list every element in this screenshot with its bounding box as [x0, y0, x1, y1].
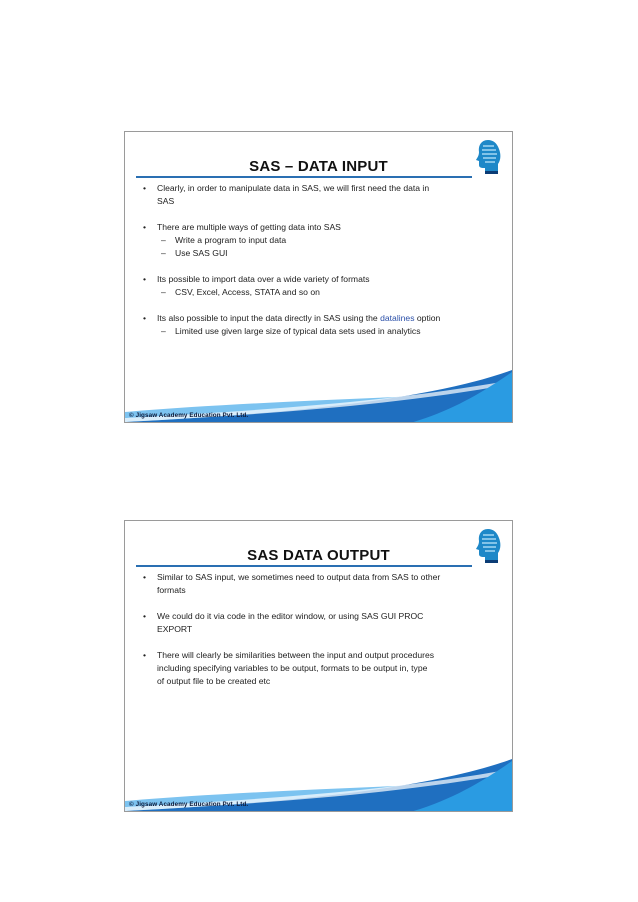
bullet-spacer — [139, 260, 490, 273]
sub-bullet-item — [139, 247, 490, 260]
sub-bullet-item — [139, 325, 490, 338]
bullet-spacer — [139, 597, 490, 610]
bullet-text: including specifying variables to be output, formats to be output in, type — [157, 663, 428, 673]
bullet-spacer — [139, 636, 490, 649]
footer-copyright: © Jigsaw Academy Education Pvt. Ltd. — [129, 412, 249, 419]
title-divider — [136, 176, 472, 178]
bullet-item — [139, 273, 490, 286]
slide-title: SAS DATA OUTPUT — [247, 547, 390, 564]
dash-marker: – — [161, 326, 166, 336]
dash-marker: – — [161, 248, 166, 258]
slide-2 — [124, 520, 513, 812]
bullet-item — [139, 195, 490, 208]
highlighted-keyword: datalines — [380, 313, 415, 323]
bullet-text: Clearly, in order to manipulate data in SAS, we will first need the data in — [157, 183, 430, 193]
bullet-list — [139, 182, 490, 338]
bullet-text: We could do it via code in the editor window, or using SAS GUI PROC — [157, 611, 424, 621]
footer-copyright: © Jigsaw Academy Education Pvt. Ltd. — [129, 801, 249, 808]
bullet-item — [139, 182, 490, 195]
bullet-text: CSV, Excel, Access, STATA and so on — [175, 287, 320, 297]
bullet-text: There are multiple ways of getting data into SAS — [157, 222, 341, 232]
bullet-item — [139, 584, 490, 597]
bullet-marker: • — [143, 183, 147, 193]
bullet-item — [139, 675, 490, 688]
bullet-text: Similar to SAS input, we sometimes need to output data from SAS to other — [157, 572, 441, 582]
bullet-marker: • — [143, 650, 147, 660]
bullet-text: Its possible to import data over a wide variety of formats — [157, 274, 370, 284]
bullet-item — [139, 623, 490, 636]
bullet-text: EXPORT — [157, 624, 193, 634]
bullet-text: of output file to be created etc — [157, 676, 271, 686]
sub-bullet-item — [139, 286, 490, 299]
bullet-text: formats — [157, 585, 186, 595]
bullet-item — [139, 312, 490, 325]
slide-title: SAS – DATA INPUT — [249, 158, 388, 175]
bullet-text: SAS — [157, 196, 175, 206]
bullet-marker: • — [143, 611, 147, 621]
bullet-item — [139, 610, 490, 623]
bullet-marker: • — [143, 222, 147, 232]
bullet-text: Limited use given large size of typical data sets used in analytics — [175, 326, 421, 336]
dash-marker: – — [161, 287, 166, 297]
slide-1 — [124, 131, 513, 423]
sub-bullet-item — [139, 234, 490, 247]
bullet-text: There will clearly be similarities between the input and output procedures — [157, 650, 435, 660]
dash-marker: – — [161, 235, 166, 245]
bullet-text: Its also possible to input the data directly in SAS using the — [157, 313, 381, 323]
bullet-marker: • — [143, 274, 147, 284]
bullet-marker: • — [143, 313, 147, 323]
bullet-spacer — [139, 299, 490, 312]
bullet-list — [139, 571, 490, 688]
bullet-item — [139, 649, 490, 662]
title-divider — [136, 565, 472, 567]
bullet-marker: • — [143, 572, 147, 582]
bullet-item — [139, 221, 490, 234]
bullet-spacer — [139, 208, 490, 221]
bullet-item — [139, 571, 490, 584]
bullet-item — [139, 662, 490, 675]
bullet-text-after: option — [414, 313, 441, 323]
bullet-text: Write a program to input data — [175, 235, 287, 245]
bullet-text: Use SAS GUI — [175, 248, 228, 258]
